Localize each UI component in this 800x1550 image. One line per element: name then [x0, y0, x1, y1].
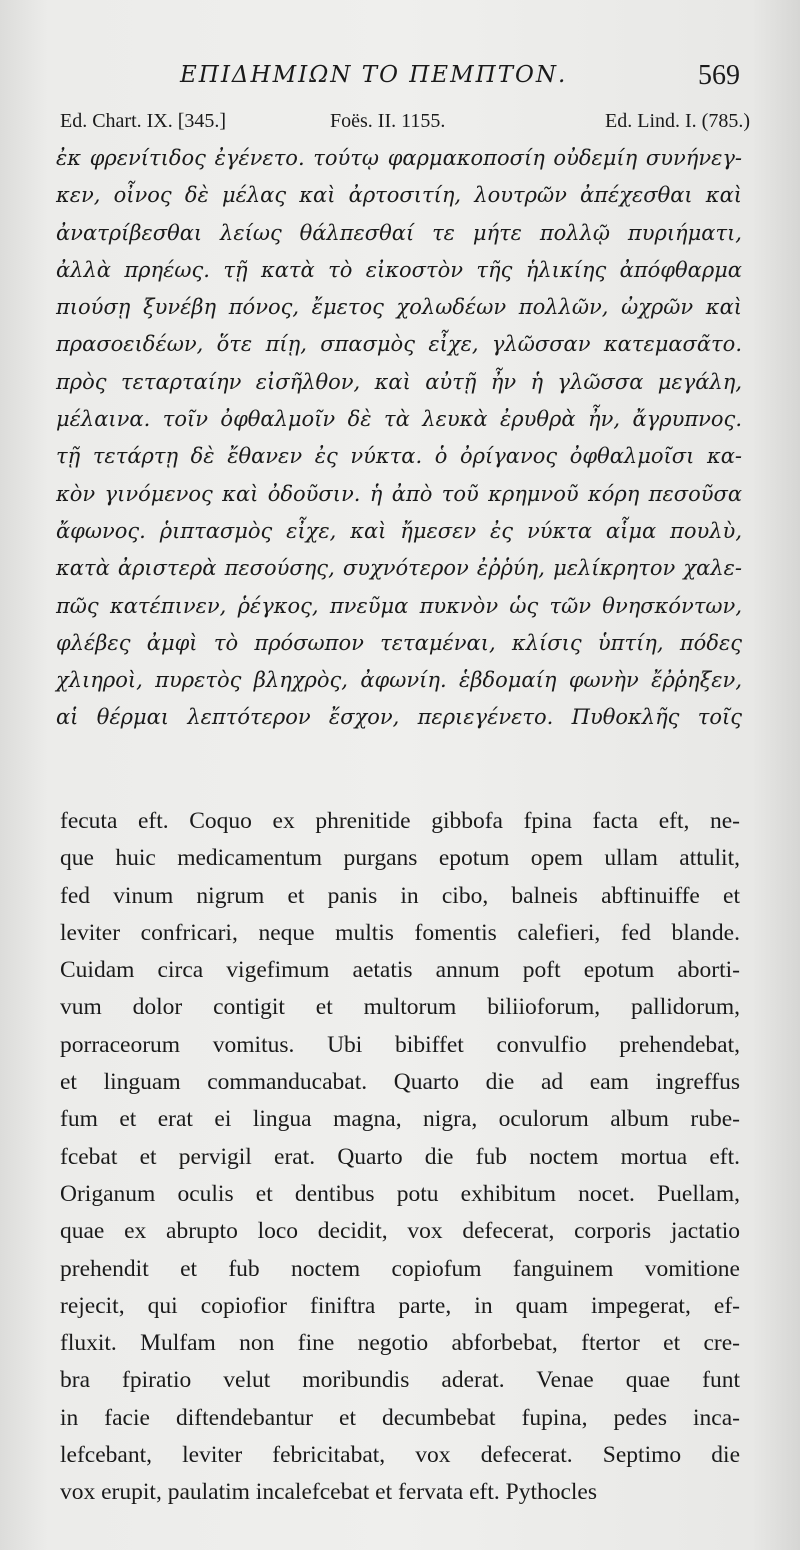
greek-line: τῇ τετάρτῃ δὲ ἔθανεν ἐς νύκτα. ὁ ὀρίγανος ὀφθαλμοῖσι κα- [56, 444, 742, 469]
greek-line: πρὸς τεταρταίην εἰσῆλθον, καὶ αὐτῇ ἦν ἡ γλῶσσα μεγάλη, [56, 369, 742, 394]
latin-line: fecuta eft. Coquo ex phrenitide gibbofa fpina facta eft, ne- [60, 808, 740, 834]
latin-line: fed vinum nigrum et panis in cibo, balneis abftinuiffe et [60, 882, 740, 909]
latin-line: in facie diftendebantur et decumbebat fupina, pedes inca- [60, 1404, 740, 1431]
latin-line: que huic medicamentum purgans epotum opem ullam attulit, [60, 845, 740, 872]
latin-line: quae ex abrupto loco decidit, vox defecerat, corporis jactatio [60, 1218, 740, 1245]
latin-line: porraceorum vomitus. Ubi bibiffet convulfio prehendebat, [60, 1031, 740, 1058]
latin-line: et linguam commanducabat. Quarto die ad eam ingreffus [60, 1069, 740, 1096]
latin-line: Origanum oculis et dentibus potu exhibitum nocet. Puellam, [60, 1180, 740, 1207]
greek-line: χλιηροὶ, πυρετὸς βληχρὸς, ἀφωνίη. ἑβδομαίη φωνὴν ἔῤῥηξεν, [56, 668, 742, 693]
greek-line: μέλαινα. τοῖν ὀφθαλμοῖν δὲ τὰ λευκὰ ἐρυθρὰ ἦν, ἄγρυπνος. [56, 407, 742, 432]
latin-line: lefcebant, leviter febricitabat, vox defecerat. Septimo die [60, 1442, 740, 1469]
greek-text-block [56, 140, 742, 737]
greek-line: ἄφωνος. ῥιπτασμὸς εἶχε, καὶ ἤμεσεν ἐς νύκτα αἷμα πουλὺ, [56, 518, 742, 543]
greek-line: κατὰ ἀριστερὰ πεσούσης, συχνότερον ἐῤῥύη, μελίκρητον χαλε- [56, 556, 742, 581]
latin-text-block [60, 803, 740, 1512]
latin-line: vum dolor contigit et multorum biliioforum, pallidorum, [60, 994, 740, 1021]
page-header [180, 60, 740, 100]
greek-line: φλέβες ἀμφὶ τὸ πρόσωπον τεταμέναι, κλίσις ὑπτίη, πόδες [56, 630, 742, 655]
latin-line: fluxit. Mulfam non fine negotio abforbebat, ftertor et cre- [60, 1330, 740, 1357]
page-number: 569 [698, 60, 740, 91]
greek-line: κεν, οἶνος δὲ μέλας καὶ ἀρτοσιτίη, λουτρῶν ἀπέχεσθαι καὶ [56, 183, 742, 208]
edition-linden: Ed. Lind. I. (785.) [605, 110, 750, 132]
edition-foes: Foës. II. 1155. [330, 110, 446, 132]
latin-line: Cuidam circa vigefimum aetatis annum poft epotum aborti- [60, 957, 740, 984]
greek-line: πρασοειδέων, ὅτε πίῃ, σπασμὸς εἶχε, γλῶσσαν κατεμασᾶτο. [56, 332, 742, 357]
greek-line: πιούσῃ ξυνέβη πόνος, ἔμετος χολωδέων πολλῶν, ὠχρῶν καὶ [56, 295, 742, 320]
latin-line: vox erupit, paulatim incalefcebat et fervata eft. Pythocles [60, 1479, 598, 1506]
running-title: ΕΠΙΔΗΜΙΩΝ ΤΟ ΠΕΜΠΤΟΝ. [180, 62, 568, 88]
latin-line: bra fpiratio velut moribundis aderat. Venae quae funt [60, 1367, 740, 1394]
greek-line: κὸν γινόμενος καὶ ὀδοῦσιν. ἡ ἀπὸ τοῦ κρημνοῦ κόρη πεσοῦσα [56, 481, 742, 506]
greek-line: ἀλλὰ πρηέως. τῇ κατὰ τὸ εἰκοστὸν τῆς ἡλικίης ἀπόφθαρμα [56, 257, 742, 282]
latin-line: rejecit, qui copiofior finiftra parte, in quam impegerat, ef- [60, 1292, 740, 1319]
latin-line: prehendit et fub noctem copiofum fanguinem vomitione [60, 1255, 740, 1282]
latin-line: leviter confricari, neque multis fomentis calefieri, fed blande. [60, 919, 740, 946]
greek-line: πῶς κατέπινεν, ῥέγκος, πνεῦμα πυκνὸν ὡς τῶν θνησκόντων, [56, 593, 742, 618]
latin-line: fcebat et pervigil erat. Quarto die fub noctem mortua eft. [60, 1143, 740, 1170]
greek-line: αἱ θέρμαι λεπτότερον ἔσχον, περιεγένετο. Πυθοκλῆς τοῖς [56, 705, 742, 730]
greek-line: ἐκ φρενίτιδος ἐγένετο. τούτῳ φαρμακοποσίη οὐδεμίη συνήνεγ- [56, 146, 742, 170]
edition-references [60, 110, 750, 140]
greek-line: ἀνατρίβεσθαι λείως θάλπεσθαί τε μήτε πολλῷ πυριήματι, [56, 220, 742, 245]
edition-chartier: Ed. Chart. IX. [345.] [60, 110, 227, 132]
latin-line: fum et erat ei lingua magna, nigra, oculorum album rube- [60, 1106, 740, 1133]
